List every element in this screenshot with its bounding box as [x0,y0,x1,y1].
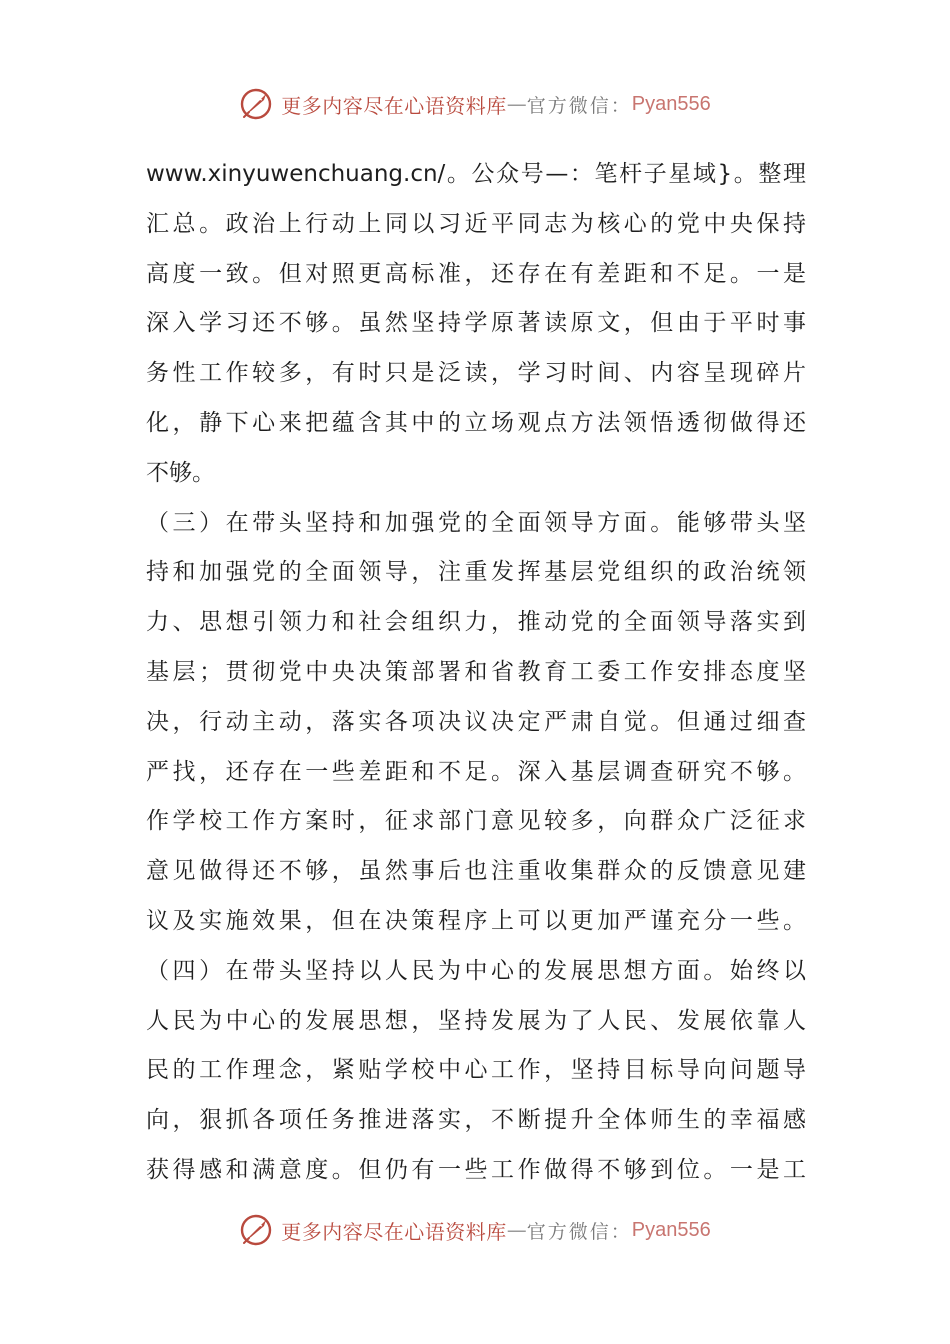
document-body [146,150,806,1196]
watermark-wechat-id: Pyan556 [631,92,711,115]
body-line: 化，静下心来把蕴含其中的立场观点方法领悟透彻做得还 [146,409,806,436]
footer-watermark [0,1210,950,1250]
body-line: 务性工作较多，有时只是泛读，学习时间、内容呈现碎片 [146,360,806,387]
body-line: 作学校工作方案时，征求部门意见较多，向群众广泛征求 [146,808,806,835]
body-line: 汇总。政治上行动上同以习近平同志为核心的党中央保持 [146,210,806,237]
body-line: 决，行动主动，落实各项决议决定严肃自觉。但通过细查 [146,708,806,735]
body-line: 力、思想引领力和社会组织力，推动党的全面领导落实到 [146,609,806,636]
body-line: www.xinyuwenchuang.cn/。公众号—：笔杆子星域}。整理 [146,161,806,187]
body-line: 人民为中心的发展思想，坚持发展为了人民、发展依靠人 [146,1007,806,1034]
body-line: 持和加强党的全面领导，注重发挥基层党组织的政治统领 [146,559,806,586]
watermark-separator: — [506,92,527,116]
body-line: 严找，还存在一些差距和不足。深入基层调查研究不够。 [146,758,806,785]
quill-logo-icon [239,1213,273,1247]
watermark-wechat-id: Pyan556 [631,1218,711,1241]
body-line: 议及实施效果，但在决策程序上可以更加严谨充分一些。 [146,907,806,934]
watermark-main-text: 更多内容尽在心语资料库 [281,93,507,118]
body-line: 不够。 [146,459,215,486]
watermark-separator: — [506,1218,527,1242]
header-watermark [0,84,950,124]
body-line: 意见做得还不够，虽然事后也注重收集群众的反馈意见建 [146,858,806,885]
body-line: 深入学习还不够。虽然坚持学原著读原文，但由于平时事 [146,310,806,337]
body-line: 民的工作理念，紧贴学校中心工作，坚持目标导向问题导 [146,1057,806,1084]
body-line: 向，狠抓各项任务推进落实，不断提升全体师生的幸福感 [146,1107,806,1134]
body-line: 获得感和满意度。但仍有一些工作做得不够到位。一是工 [146,1156,806,1183]
body-line: 高度一致。但对照更高标准，还存在有差距和不足。一是 [146,260,806,287]
body-line: （三）在带头坚持和加强党的全面领导方面。能够带头坚 [146,509,806,536]
watermark-sub-text: 官方微信： [526,1220,632,1243]
watermark-sub-text: 官方微信： [526,94,632,117]
body-line: （四）在带头坚持以人民为中心的发展思想方面。始终以 [146,957,806,984]
watermark-main-text: 更多内容尽在心语资料库 [281,1219,507,1244]
quill-logo-icon [239,87,273,121]
body-line: 基层；贯彻党中央决策部署和省教育工委工作安排态度坚 [146,658,806,685]
